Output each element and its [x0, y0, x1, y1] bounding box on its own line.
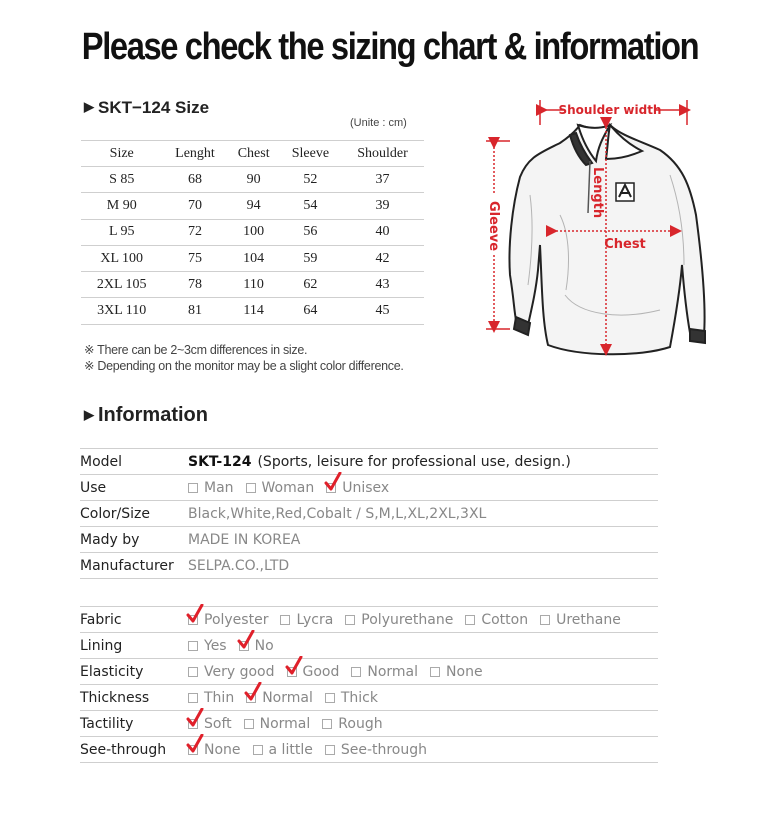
model-description: (Sports, leisure for professional use, design.)	[257, 453, 571, 470]
size-table-row	[81, 193, 424, 219]
size-table-cell: 56	[280, 219, 341, 245]
checkbox-icon[interactable]	[253, 745, 263, 755]
size-table-cell: 114	[228, 298, 280, 324]
see-through-label: See-through	[80, 741, 167, 758]
checkbox-option[interactable]	[246, 480, 315, 496]
checkbox-checked-icon[interactable]	[326, 483, 336, 493]
checkbox-label: Polyurethane	[361, 611, 454, 628]
info-heading-text: Information	[98, 404, 208, 426]
model-code: SKT-124	[188, 453, 252, 470]
size-table-row	[81, 219, 424, 245]
size-notes	[84, 342, 404, 374]
check-mark-icon	[186, 708, 204, 728]
seethrough-options-group	[188, 742, 439, 758]
size-table-cell: 68	[162, 167, 227, 193]
checkbox-option[interactable]	[351, 664, 418, 680]
check-mark-icon	[244, 682, 262, 702]
checkbox-option[interactable]	[188, 480, 234, 496]
checkbox-option[interactable]	[325, 742, 427, 758]
col-header: Chest	[228, 141, 280, 167]
tactility-options-group	[188, 716, 395, 732]
model-label: Model	[80, 453, 123, 470]
size-table-cell: 54	[280, 193, 341, 219]
checkbox-label: Urethane	[556, 611, 621, 628]
lining-options-group	[188, 638, 286, 654]
checkbox-option[interactable]	[239, 638, 274, 654]
checkbox-checked-icon[interactable]	[188, 745, 198, 755]
use-label: Use	[80, 479, 107, 496]
size-table-header	[81, 141, 424, 167]
size-heading-text: SKT−124 Size	[98, 98, 210, 117]
page-title: Please check the sizing chart & information	[81, 26, 699, 68]
size-table-cell: 104	[228, 245, 280, 271]
checkbox-checked-icon[interactable]	[287, 667, 297, 677]
checkbox-label: Polyester	[204, 611, 269, 628]
note-line: ※ There can be 2~3cm differences in size.	[84, 343, 308, 357]
check-mark-icon	[285, 656, 303, 676]
color-size-value: Black,White,Red,Cobalt / S,M,L,XL,2XL,3XL	[188, 505, 487, 522]
info-table-material	[80, 606, 658, 763]
checkbox-icon[interactable]	[465, 615, 475, 625]
size-table-cell: 3XL 110	[81, 298, 162, 324]
info-row-color-size	[80, 501, 658, 527]
checkbox-label: Normal	[259, 715, 311, 732]
shirt-measurement-diagram	[470, 95, 730, 365]
checkbox-option[interactable]	[322, 716, 382, 732]
checkbox-icon[interactable]	[244, 719, 254, 729]
size-table-cell: XL 100	[81, 245, 162, 271]
made-by-value: MADE IN KOREA	[188, 531, 301, 548]
info-section-heading	[84, 404, 208, 427]
size-table	[81, 140, 424, 325]
tactility-label: Tactility	[80, 715, 134, 732]
checkbox-option[interactable]	[244, 716, 311, 732]
size-table-cell: S 85	[81, 167, 162, 193]
manufacturer-value: SELPA.CO.,LTD	[188, 557, 290, 574]
checkbox-checked-icon[interactable]	[246, 693, 256, 703]
col-header: Size	[81, 141, 162, 167]
checkbox-icon[interactable]	[325, 745, 335, 755]
checkbox-label: Soft	[204, 715, 232, 732]
info-row-see-through	[80, 737, 658, 763]
checkbox-icon[interactable]	[280, 615, 290, 625]
checkbox-option[interactable]	[188, 716, 232, 732]
checkbox-option[interactable]	[253, 742, 313, 758]
size-table-cell: 81	[162, 298, 227, 324]
checkbox-label: Normal	[367, 663, 419, 680]
size-table-cell: 43	[341, 272, 424, 298]
checkbox-icon[interactable]	[188, 641, 198, 651]
info-row-thickness	[80, 685, 658, 711]
checkbox-option[interactable]	[188, 638, 227, 654]
use-options-group	[188, 480, 401, 496]
checkbox-icon[interactable]	[325, 693, 335, 703]
size-table-cell: 110	[228, 272, 280, 298]
chest-label: Chest	[604, 237, 646, 252]
size-table-cell: 75	[162, 245, 227, 271]
fabric-options-group	[188, 612, 633, 628]
size-table-row	[81, 245, 424, 271]
checkbox-option[interactable]	[540, 612, 621, 628]
size-table-cell: 37	[341, 167, 424, 193]
thickness-label: Thickness	[80, 689, 150, 706]
checkbox-option[interactable]	[465, 612, 528, 628]
triangle-bullet-icon: ▶	[84, 407, 94, 422]
checkbox-label: Man	[204, 479, 234, 496]
size-table-cell: 42	[341, 245, 424, 271]
made-by-label: Mady by	[80, 531, 140, 548]
checkbox-icon[interactable]	[188, 693, 198, 703]
size-table-cell: 40	[341, 219, 424, 245]
checkbox-label: a little	[268, 741, 313, 758]
info-row-model	[80, 449, 658, 475]
fabric-label: Fabric	[80, 611, 122, 628]
size-table-cell: 100	[228, 219, 280, 245]
checkbox-icon[interactable]	[345, 615, 355, 625]
info-table-general	[80, 448, 658, 579]
checkbox-option[interactable]	[287, 664, 340, 680]
size-table-cell: 59	[280, 245, 341, 271]
checkbox-label: Yes	[204, 637, 227, 654]
checkbox-label: Very good	[204, 663, 275, 680]
color-size-label: Color/Size	[80, 505, 151, 522]
elasticity-label: Elasticity	[80, 663, 144, 680]
info-row-manufacturer	[80, 553, 658, 579]
size-table-cell: M 90	[81, 193, 162, 219]
checkbox-icon[interactable]	[188, 667, 198, 677]
col-header: Lenght	[162, 141, 227, 167]
size-table-cell: 52	[280, 167, 341, 193]
checkbox-option[interactable]	[246, 690, 313, 706]
checkbox-icon[interactable]	[188, 483, 198, 493]
size-table-row	[81, 298, 424, 324]
size-table-cell: 70	[162, 193, 227, 219]
checkbox-label: Good	[302, 663, 340, 680]
checkbox-icon[interactable]	[246, 483, 256, 493]
checkbox-label: None	[446, 663, 483, 680]
size-section-heading	[84, 98, 209, 118]
checkbox-icon[interactable]	[351, 667, 361, 677]
checkbox-label: Woman	[261, 479, 315, 496]
check-mark-icon	[237, 630, 255, 650]
checkbox-option[interactable]	[188, 742, 241, 758]
size-table-cell: L 95	[81, 219, 162, 245]
checkbox-option[interactable]	[430, 664, 483, 680]
checkbox-icon[interactable]	[540, 615, 550, 625]
elasticity-options-group	[188, 664, 495, 680]
col-header: Sleeve	[280, 141, 341, 167]
check-mark-icon	[186, 604, 204, 624]
lining-label: Lining	[80, 637, 123, 654]
checkbox-label: Lycra	[296, 611, 334, 628]
size-table-cell: 39	[341, 193, 424, 219]
checkbox-checked-icon[interactable]	[188, 719, 198, 729]
info-row-use	[80, 475, 658, 501]
checkbox-icon[interactable]	[322, 719, 332, 729]
info-row-made-by	[80, 527, 658, 553]
checkbox-label: Thin	[204, 689, 235, 706]
checkbox-label: None	[204, 741, 241, 758]
checkbox-option[interactable]	[280, 612, 333, 628]
checkbox-label: Cotton	[481, 611, 529, 628]
size-table-row	[81, 167, 424, 193]
size-table-cell: 94	[228, 193, 280, 219]
info-row-lining	[80, 633, 658, 659]
manufacturer-label: Manufacturer	[80, 557, 174, 574]
shoulder-width-label: Shoulder width	[558, 103, 662, 117]
checkbox-icon[interactable]	[430, 667, 440, 677]
checkbox-option[interactable]	[188, 664, 275, 680]
size-table-cell: 90	[228, 167, 280, 193]
shirt-illustration	[470, 95, 730, 365]
size-table-cell: 64	[280, 298, 341, 324]
size-table-cell: 2XL 105	[81, 272, 162, 298]
note-line: ※ Depending on the monitor may be a slight color difference.	[84, 359, 404, 373]
size-table-row	[81, 272, 424, 298]
checkbox-option[interactable]	[188, 690, 234, 706]
checkbox-label: See-through	[340, 741, 428, 758]
triangle-bullet-icon: ▶	[84, 99, 94, 114]
thickness-options-group	[188, 690, 390, 706]
info-row-elasticity	[80, 659, 658, 685]
checkbox-option[interactable]	[345, 612, 453, 628]
logo-icon	[616, 183, 634, 201]
check-mark-icon	[186, 734, 204, 754]
checkbox-label: No	[254, 637, 274, 654]
col-header: Shoulder	[341, 141, 424, 167]
check-mark-icon	[324, 472, 342, 492]
checkbox-label: Unisex	[342, 479, 390, 496]
size-table-cell: 78	[162, 272, 227, 298]
checkbox-label: Thick	[340, 689, 378, 706]
checkbox-option[interactable]	[325, 690, 378, 706]
info-row-tactility	[80, 711, 658, 737]
checkbox-checked-icon[interactable]	[239, 641, 249, 651]
checkbox-label: Normal	[262, 689, 313, 706]
checkbox-option[interactable]	[188, 612, 268, 628]
sleeve-label: Gleeve	[486, 201, 501, 252]
checkbox-label: Rough	[338, 715, 383, 732]
checkbox-checked-icon[interactable]	[188, 615, 198, 625]
unit-note: (Unite : cm)	[350, 117, 407, 129]
size-table-cell: 62	[280, 272, 341, 298]
info-row-fabric	[80, 607, 658, 633]
size-table-cell: 45	[341, 298, 424, 324]
size-table-cell: 72	[162, 219, 227, 245]
length-label: Length	[590, 167, 605, 219]
checkbox-option[interactable]	[326, 480, 389, 496]
